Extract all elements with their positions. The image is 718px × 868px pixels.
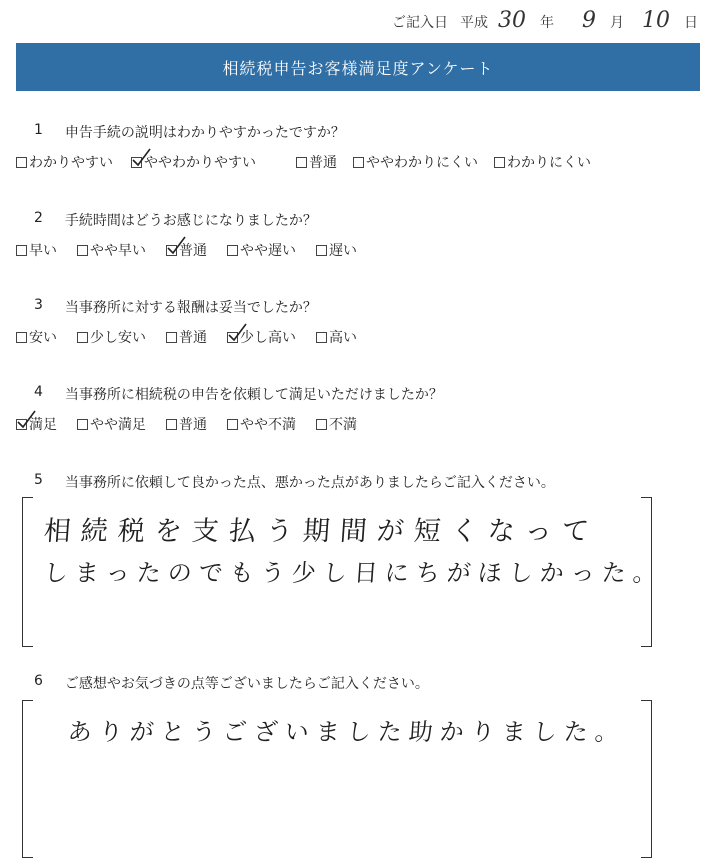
checkmark-icon: [226, 321, 250, 345]
option-checkbox[interactable]: [166, 414, 207, 434]
option-label: やや早い: [90, 243, 146, 259]
option-checkbox[interactable]: [16, 414, 57, 434]
option-label: 少し安い: [90, 330, 146, 346]
answer-line-2: しまったのでもう少し日にちがほしかった。: [42, 559, 665, 587]
question-text: 当事務所に対する報酬は妥当でしたか？: [64, 300, 317, 316]
option-label: 安い: [29, 330, 57, 346]
option-label: ややわかりやすい: [144, 155, 256, 171]
day-unit: 日: [684, 15, 698, 31]
question-2-options: [16, 240, 700, 260]
option-label: やや不満: [240, 417, 296, 433]
question-number: 3: [34, 297, 43, 313]
option-label: 早い: [29, 243, 57, 259]
checkbox-icon[interactable]: [16, 157, 27, 168]
question-3-title: [16, 297, 700, 317]
option-checkbox[interactable]: [166, 327, 207, 347]
question-1-options: [16, 152, 700, 172]
question-number: 1: [34, 122, 43, 138]
checkmark-icon: [15, 408, 39, 432]
checkmark-icon: [165, 234, 189, 258]
checkbox-icon[interactable]: [494, 157, 505, 168]
era: 平成: [460, 15, 488, 31]
checkbox-icon[interactable]: [316, 245, 327, 256]
question-text: ご感想やお気づきの点等ございましたらご記入ください。: [64, 676, 429, 692]
question-5-title: [16, 472, 700, 492]
option-label: 普通: [179, 417, 207, 433]
question-1: [16, 122, 700, 172]
option-checkbox[interactable]: [316, 240, 357, 260]
checkbox-icon[interactable]: [16, 419, 27, 430]
month-unit: 月: [610, 15, 624, 31]
option-checkbox[interactable]: [316, 414, 357, 434]
checkbox-icon[interactable]: [77, 245, 88, 256]
question-6-answer-box[interactable]: [22, 700, 652, 858]
option-label: 満足: [29, 417, 57, 433]
option-checkbox[interactable]: [316, 327, 357, 347]
checkbox-icon[interactable]: [77, 419, 88, 430]
box-left-bracket: [22, 497, 33, 647]
option-label: わかりにくい: [507, 155, 591, 171]
option-checkbox[interactable]: [16, 152, 113, 172]
checkbox-icon[interactable]: [166, 332, 177, 343]
checkmark-icon: [130, 146, 154, 170]
checkbox-icon[interactable]: [166, 245, 177, 256]
question-5: [16, 472, 700, 492]
question-1-title: [16, 122, 700, 142]
option-checkbox[interactable]: [296, 152, 337, 172]
question-6: [16, 673, 700, 693]
option-checkbox[interactable]: [494, 152, 591, 172]
option-checkbox[interactable]: [77, 414, 146, 434]
option-label: やや満足: [90, 417, 146, 433]
year-unit: 年: [540, 15, 554, 31]
option-label: 不満: [329, 417, 357, 433]
option-label: わかりやすい: [29, 155, 113, 171]
checkbox-icon[interactable]: [316, 419, 327, 430]
checkbox-icon[interactable]: [16, 245, 27, 256]
answer-line-1: 相続税を支払う期間が短くなって: [42, 516, 600, 547]
option-label: 高い: [329, 330, 357, 346]
question-4-title: [16, 384, 700, 404]
survey-title-banner: [16, 43, 700, 91]
month-value[interactable]: 9: [582, 8, 596, 33]
checkbox-icon[interactable]: [77, 332, 88, 343]
checkbox-icon[interactable]: [16, 332, 27, 343]
checkbox-icon[interactable]: [166, 419, 177, 430]
option-checkbox[interactable]: [227, 240, 296, 260]
year-value[interactable]: 30: [498, 8, 526, 33]
option-checkbox[interactable]: [77, 327, 146, 347]
question-3: [16, 297, 700, 347]
question-4: [16, 384, 700, 434]
option-label: やや遅い: [240, 243, 296, 259]
question-number: 6: [34, 673, 43, 689]
checkbox-icon[interactable]: [353, 157, 364, 168]
question-number: 5: [34, 472, 43, 488]
question-number: 2: [34, 210, 43, 226]
checkbox-icon[interactable]: [131, 157, 142, 168]
date-label: ご記入日: [392, 15, 448, 31]
question-text: 手続時間はどうお感じになりましたか？: [64, 213, 317, 229]
checkbox-icon[interactable]: [227, 419, 238, 430]
option-checkbox[interactable]: [227, 327, 296, 347]
question-6-title: [16, 673, 700, 693]
option-label: 普通: [179, 330, 207, 346]
checkbox-icon[interactable]: [316, 332, 327, 343]
option-label: 普通: [309, 155, 337, 171]
question-text: 申告手続の説明はわかりやすかったですか？: [64, 125, 345, 141]
option-checkbox[interactable]: [131, 152, 256, 172]
question-text: 当事務所に相続税の申告を依頼して満足いただけましたか？: [64, 387, 443, 403]
option-checkbox[interactable]: [77, 240, 146, 260]
option-label: 遅い: [329, 243, 357, 259]
survey-title: 相続税申告お客様満足度アンケート: [222, 58, 494, 78]
option-checkbox[interactable]: [16, 240, 57, 260]
option-label: 普通: [179, 243, 207, 259]
answer-line-1: ありがとうございました助かりました。: [66, 718, 627, 746]
checkbox-icon[interactable]: [227, 332, 238, 343]
option-checkbox[interactable]: [166, 240, 207, 260]
option-checkbox[interactable]: [353, 152, 478, 172]
checkbox-icon[interactable]: [296, 157, 307, 168]
question-3-options: [16, 327, 700, 347]
question-2-title: [16, 210, 700, 230]
question-4-options: [16, 414, 700, 434]
day-value[interactable]: 10: [642, 8, 670, 33]
question-2: [16, 210, 700, 260]
box-right-bracket: [641, 700, 652, 858]
option-label: ややわかりにくい: [366, 155, 478, 171]
question-text: 当事務所に依頼して良かった点、悪かった点がありましたらご記入ください。: [64, 475, 555, 491]
box-left-bracket: [22, 700, 33, 858]
option-checkbox[interactable]: [227, 414, 296, 434]
checkbox-icon[interactable]: [227, 245, 238, 256]
question-5-answer-box[interactable]: [22, 497, 665, 647]
option-checkbox[interactable]: [16, 327, 57, 347]
option-label: 少し高い: [240, 330, 296, 346]
question-number: 4: [34, 384, 43, 400]
date-line: [392, 8, 698, 33]
